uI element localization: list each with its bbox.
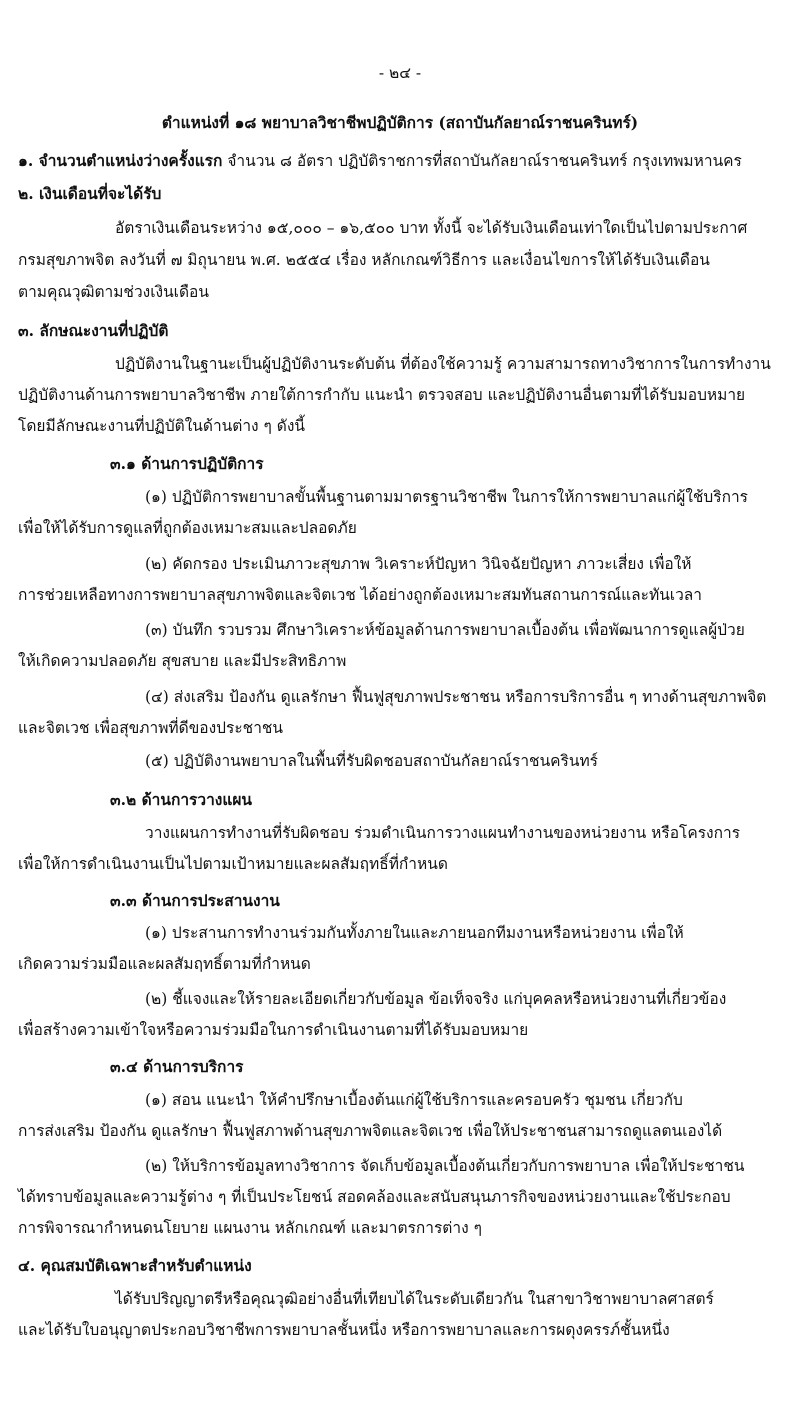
section-2-line: ตามคุณวุฒิตามช่วงเงินเดือน — [18, 283, 209, 301]
section-4-heading: ๔. คุณสมบัติเฉพาะสำหรับตำแหน่ง — [18, 1256, 252, 1275]
section-1-text: จำนวน ๘ อัตรา ปฏิบัติราชการที่สถาบันกัลยาณ์ราชนครินทร์ กรุงเทพมหานคร — [222, 152, 742, 170]
subsection-3-1-line: (๔) ส่งเสริม ป้องกัน ดูแลรักษา ฟื้นฟูสุขภาพประชาชน หรือการบริการอื่น ๆ ทางด้านสุขภาพจิต — [145, 688, 767, 706]
subsection-3-1-line: (๒) คัดกรอง ประเมินภาวะสุขภาพ วิเคราะห์ปัญหา วินิจฉัยปัญหา ภาวะเสี่ยง เพื่อให้ — [145, 555, 692, 573]
section-2-heading: ๒. เงินเดือนที่จะได้รับ — [18, 184, 162, 203]
subsection-3-2-line: เพื่อให้การดำเนินงานเป็นไปตามเป้าหมายและผลสัมฤทธิ์ที่กำหนด — [18, 855, 448, 873]
subsection-3-3-line: เกิดความร่วมมือและผลสัมฤทธิ์ตามที่กำหนด — [18, 955, 311, 973]
section-2-line: กรมสุขภาพจิต ลงวันที่ ๗ มิถุนายน พ.ศ. ๒๕๕๔ เรื่อง หลักเกณฑ์วิธีการ และเงื่อนไขการให้ได้รับเงินเดือน — [18, 251, 710, 269]
subsection-3-3-heading: ๓.๓ ด้านการประสานงาน — [110, 891, 280, 910]
subsection-3-4-line: การส่งเสริม ป้องกัน ดูแลรักษา ฟื้นฟูสภาพด้านสุขภาพจิตและจิตเวช เพื่อให้ประชาชนสามารถดูแลตนเองได้ — [18, 1122, 723, 1140]
subsection-3-1-heading: ๓.๑ ด้านการปฏิบัติการ — [110, 454, 264, 473]
subsection-3-3-line: เพื่อสร้างความเข้าใจหรือความร่วมมือในการดำเนินงานตามที่ได้รับมอบหมาย — [18, 1021, 529, 1039]
subsection-3-4-heading: ๓.๔ ด้านการบริการ — [110, 1057, 244, 1076]
subsection-3-4-line: (๒) ให้บริการข้อมูลทางวิชาการ จัดเก็บข้อมูลเบื้องต้นเกี่ยวกับการพยาบาล เพื่อให้ประชาชน — [145, 1157, 745, 1175]
subsection-3-1-line: (๕) ปฏิบัติงานพยาบาลในพื้นที่รับผิดชอบสถาบันกัลยาณ์ราชนครินทร์ — [145, 752, 598, 770]
subsection-3-1-line: ให้เกิดความปลอดภัย สุขสบาย และมีประสิทธิภาพ — [18, 652, 347, 670]
subsection-3-4-line: ได้ทราบข้อมูลและความรู้ต่าง ๆ ที่เป็นประโยชน์ สอดคล้องและสนับสนุนภารกิจของหน่วยงานและใช้ประกอบ — [18, 1188, 731, 1206]
subsection-3-3-line: (๑) ประสานการทำงานร่วมกันทั้งภายในและภายนอกทีมงานหรือหน่วยงาน เพื่อให้ — [145, 924, 684, 942]
section-1 — [18, 150, 742, 172]
page-number: - ๒๔ - — [378, 64, 422, 82]
section-3-line: ปฏิบัติงานในฐานะเป็นผู้ปฏิบัติงานระดับต้น ที่ต้องใช้ความรู้ ความสามารถทางวิชาการในการทำงาน — [115, 355, 771, 373]
position-title: ตำแหน่งที่ ๑๘ พยาบาลวิชาชีพปฏิบัติการ (สถาบันกัลยาณ์ราชนครินทร์) — [161, 113, 639, 132]
section-3-line: โดยมีลักษณะงานที่ปฏิบัติในด้านต่าง ๆ ดังนี้ — [18, 417, 306, 435]
section-4-line: ได้รับปริญญาตรีหรือคุณวุฒิอย่างอื่นที่เทียบได้ในระดับเดียวกัน ในสาขาวิชาพยาบาลศาสตร์ — [115, 1290, 714, 1308]
subsection-3-2-line: วางแผนการทำงานที่รับผิดชอบ ร่วมดำเนินการวางแผนทำงานของหน่วยงาน หรือโครงการ — [145, 824, 741, 842]
subsection-3-1-line: การช่วยเหลือทางการพยาบาลสุขภาพจิตและจิตเวช ได้อย่างถูกต้องเหมาะสมทันสถานการณ์และทันเวลา — [18, 586, 702, 604]
subsection-3-1-line: เพื่อให้ได้รับการดูแลที่ถูกต้องเหมาะสมและปลอดภัย — [18, 519, 357, 537]
section-3-heading: ๓. ลักษณะงานที่ปฏิบัติ — [18, 321, 169, 340]
section-2-line: อัตราเงินเดือนระหว่าง ๑๕,๐๐๐ – ๑๖,๕๐๐ บาท ทั้งนี้ จะได้รับเงินเดือนเท่าใดเป็นไปตามประกาศ — [115, 219, 748, 237]
subsection-3-2-heading: ๓.๒ ด้านการวางแผน — [110, 790, 253, 809]
subsection-3-1-line: (๑) ปฏิบัติการพยาบาลขั้นพื้นฐานตามมาตรฐานวิชาชีพ ในการให้การพยาบาลแก่ผู้ใช้บริการ — [145, 488, 749, 506]
section-3-line: ปฏิบัติงานด้านการพยาบาลวิชาชีพ ภายใต้การกำกับ แนะนำ ตรวจสอบ และปฏิบัติงานอื่นตามที่ได้รับมอบหมาย — [18, 386, 746, 404]
subsection-3-1-line: (๓) บันทึก รวบรวม ศึกษาวิเคราะห์ข้อมูลด้านการพยาบาลเบื้องต้น เพื่อพัฒนาการดูแลผู้ป่วย — [145, 621, 745, 639]
section-1-heading: ๑. จำนวนตำแหน่งว่างครั้งแรก — [18, 151, 223, 170]
subsection-3-4-line: การพิจารณากำหนดนโยบาย แผนงาน หลักเกณฑ์ และมาตรการต่าง ๆ — [18, 1219, 482, 1237]
subsection-3-4-line: (๑) สอน แนะนำ ให้คำปรึกษาเบื้องต้นแก่ผู้ใช้บริการและครอบครัว ชุมชน เกี่ยวกับ — [145, 1091, 683, 1109]
subsection-3-3-line: (๒) ชี้แจงและให้รายละเอียดเกี่ยวกับข้อมูล ข้อเท็จจริง แก่บุคคลหรือหน่วยงานที่เกี่ยวข้อง — [145, 990, 727, 1008]
section-4-line: และได้รับใบอนุญาตประกอบวิชาชีพการพยาบาลชั้นหนึ่ง หรือการพยาบาลและการผดุงครรภ์ชั้นหนึ่ง — [18, 1321, 670, 1339]
subsection-3-1-line: และจิตเวช เพื่อสุขภาพที่ดีของประชาชน — [18, 719, 284, 737]
